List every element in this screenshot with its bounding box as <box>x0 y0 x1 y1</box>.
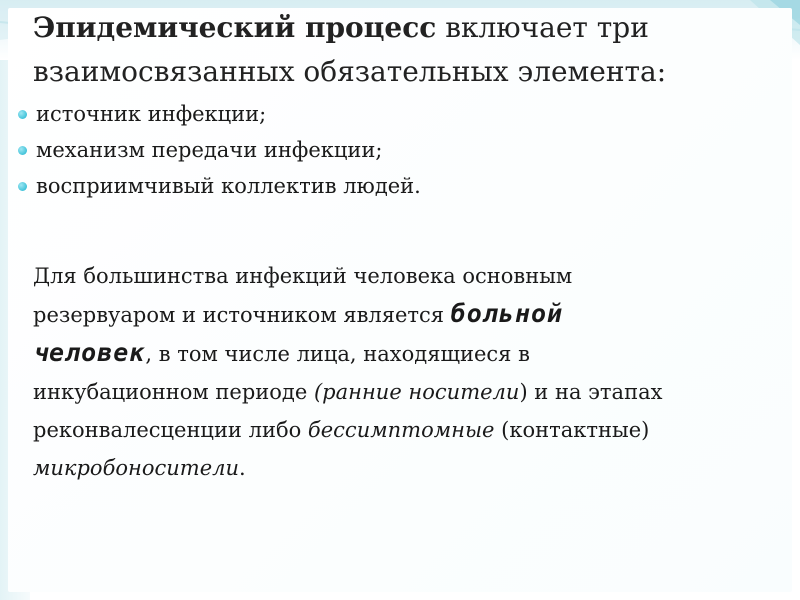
emphasis-word: больной <box>450 299 564 328</box>
emphasis-word: человек <box>33 338 146 367</box>
bullet-list <box>18 96 758 204</box>
paragraph-line-4 <box>33 373 783 411</box>
list-item <box>18 96 758 132</box>
paragraph-text: ) и на этапах <box>519 380 663 404</box>
paragraph-text: реконвалесценции либо <box>33 418 308 442</box>
slide-title-rest: включает три взаимосвязанных обязательных элемента: <box>33 11 667 88</box>
paragraph-text: . <box>239 456 246 480</box>
slide-title <box>33 6 773 94</box>
paragraph-line-2 <box>33 295 783 334</box>
paragraph-text: инкубационном периоде <box>33 380 314 404</box>
bullet-dot-icon <box>18 182 27 191</box>
paragraph-text: резервуаром и источником является <box>33 303 451 327</box>
paragraph-text: (контактные) <box>494 418 650 442</box>
paragraph-line-3 <box>33 334 783 373</box>
list-item <box>18 132 758 168</box>
paragraph-line-1: Для большинства инфекций человека основным <box>33 264 573 288</box>
italic-term: микробоносители <box>33 456 240 480</box>
italic-term: бессимптомные <box>307 418 495 442</box>
paragraph-line-5 <box>33 411 783 449</box>
bullet-text: восприимчивый коллектив людей. <box>36 174 421 198</box>
bullet-text: источник инфекции; <box>36 102 267 126</box>
paragraph-text: , в том числе лица, находящиеся в <box>145 342 530 366</box>
body-paragraph <box>33 257 783 487</box>
bullet-dot-icon <box>18 110 27 119</box>
bullet-dot-icon <box>18 146 27 155</box>
list-item <box>18 168 758 204</box>
bullet-text: механизм передачи инфекции; <box>36 138 383 162</box>
paragraph-line-6 <box>33 449 783 487</box>
slide-title-bold: Эпидемический процесс <box>33 11 437 44</box>
italic-term: ранние носители <box>322 380 520 404</box>
paragraph-paren: ( <box>313 380 323 404</box>
